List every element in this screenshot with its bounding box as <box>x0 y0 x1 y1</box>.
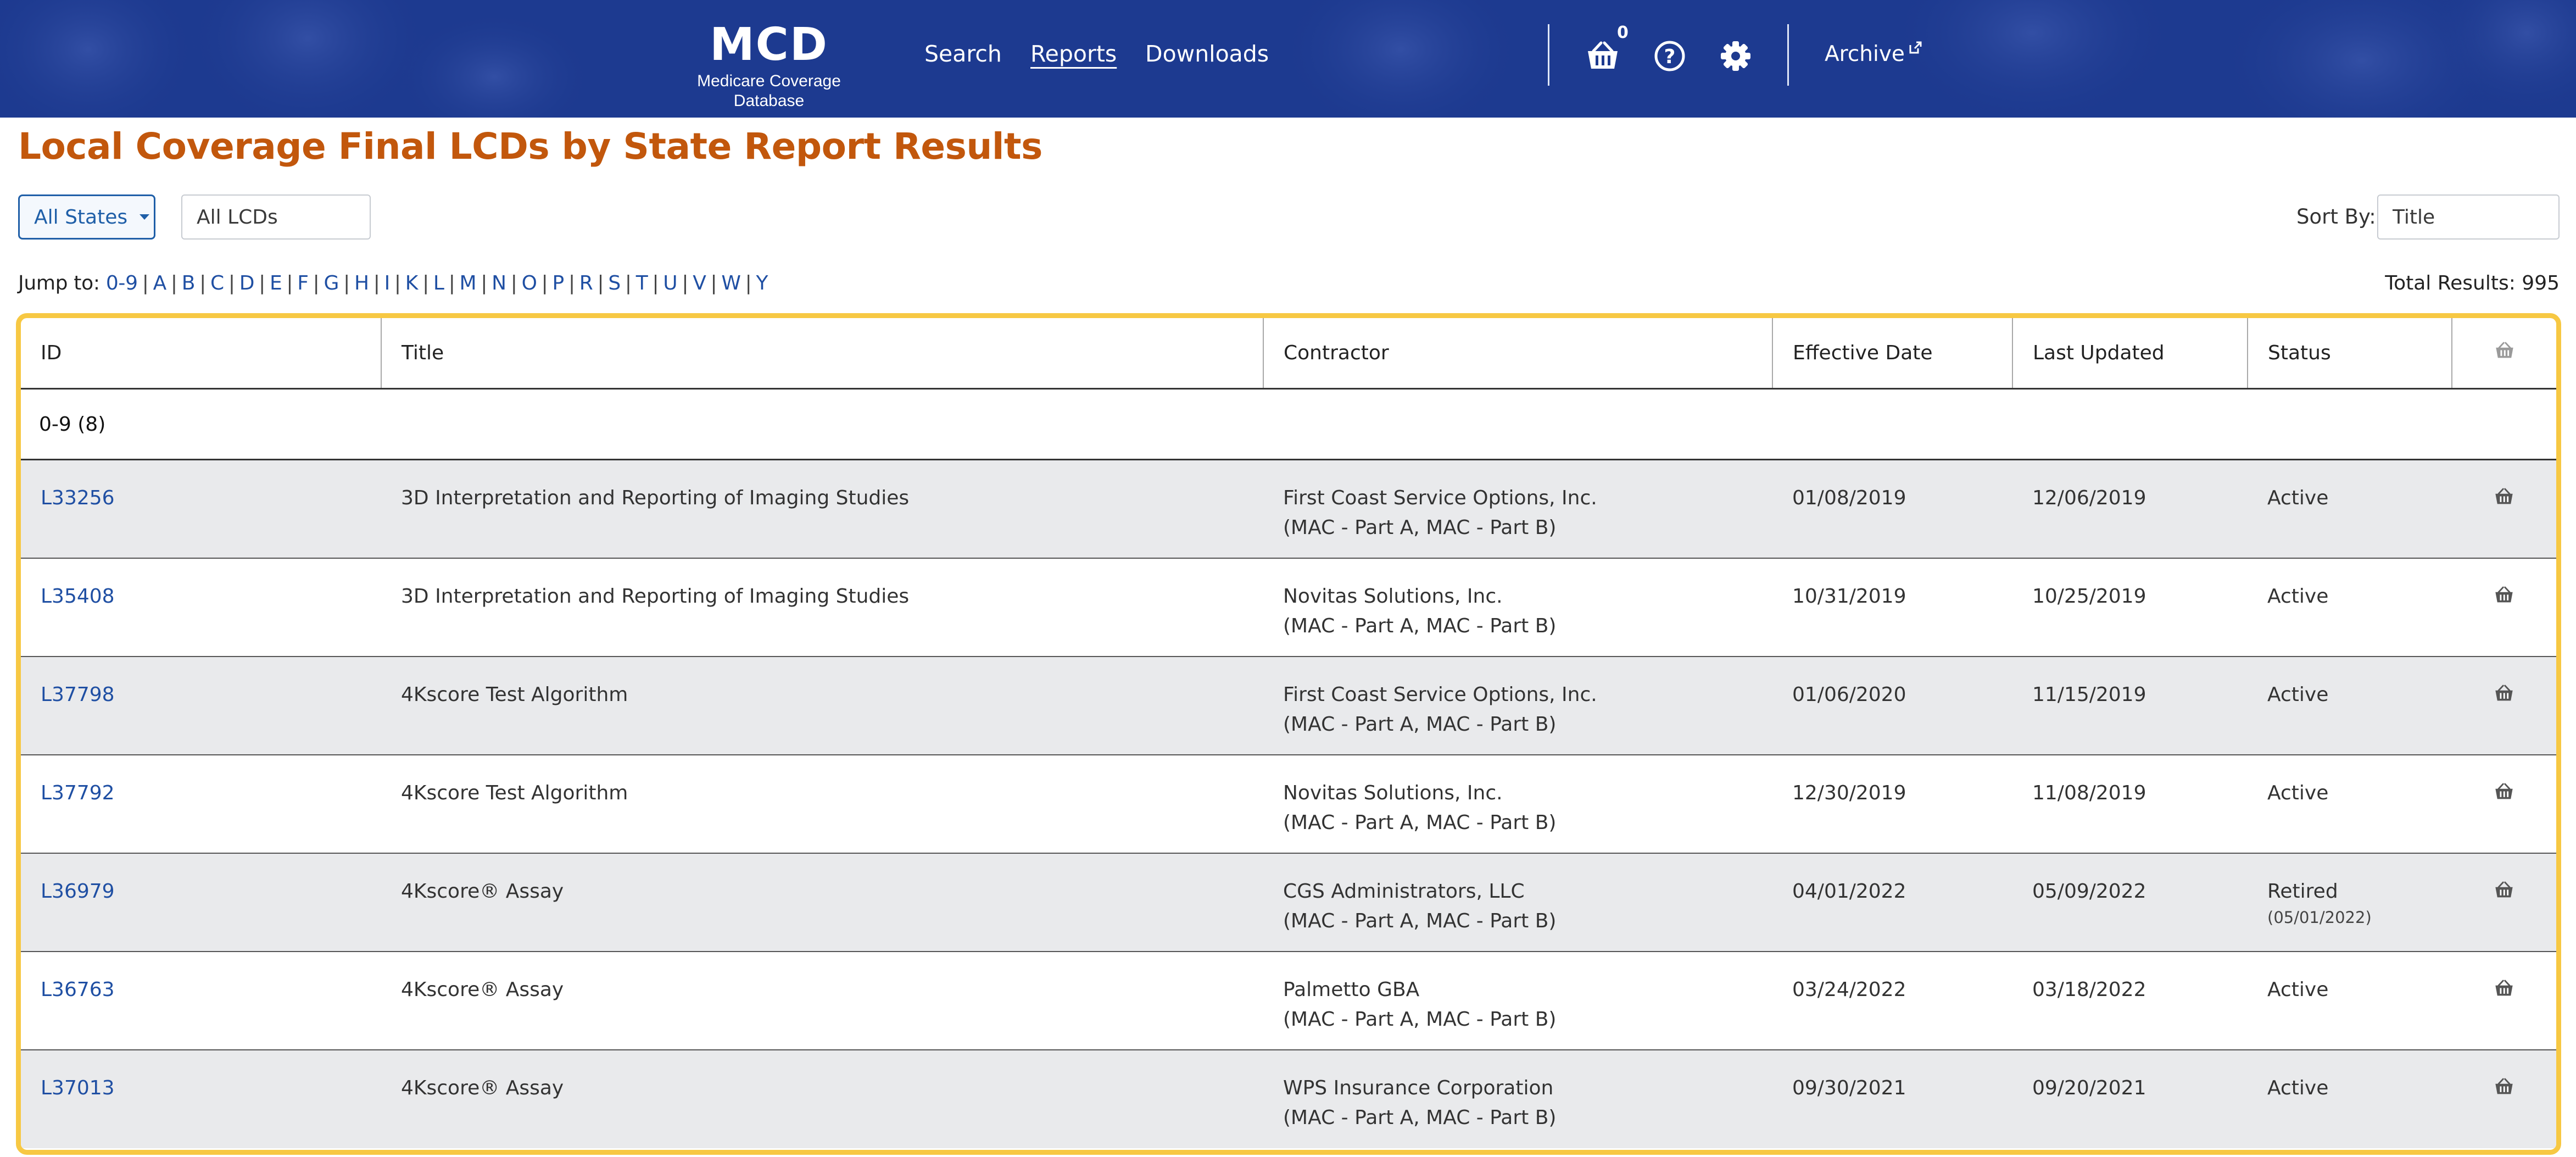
jump-separator: | <box>343 272 350 294</box>
contractor-type: (MAC - Part A, MAC - Part B) <box>1283 713 1557 736</box>
jump-separator: | <box>568 272 575 294</box>
state-dropdown-label: All States <box>34 205 128 229</box>
jump-link-v[interactable]: V <box>693 272 706 294</box>
jump-separator: | <box>259 272 265 294</box>
jump-link-c[interactable]: C <box>210 272 224 294</box>
contractor-type: (MAC - Part A, MAC - Part B) <box>1283 811 1557 834</box>
cell-status <box>2248 558 2452 657</box>
jump-separator: | <box>597 272 604 294</box>
header-divider <box>1548 24 1549 86</box>
contractor-name: CGS Administrators, LLC <box>1283 880 1525 903</box>
results-table-highlight <box>16 313 2561 1155</box>
nav-search[interactable]: Search <box>924 41 1002 67</box>
lcd-id-link[interactable]: L33256 <box>41 487 115 509</box>
cell-status <box>2248 1050 2452 1148</box>
cell-contractor <box>1263 755 1772 853</box>
table-row <box>21 1050 2556 1148</box>
add-to-cart-button[interactable] <box>2452 558 2556 657</box>
status-text: Active <box>2267 978 2329 1001</box>
jump-separator: | <box>199 272 206 294</box>
basket-icon <box>2494 586 2514 604</box>
jump-separator: | <box>313 272 320 294</box>
column-header-title[interactable]: Title <box>381 318 1263 389</box>
contractor-type: (MAC - Part A, MAC - Part B) <box>1283 1106 1557 1129</box>
sort-by-input[interactable] <box>2377 194 2560 240</box>
column-header-last-updated[interactable]: Last Updated <box>2012 318 2248 389</box>
total-results: Total Results: 995 <box>2385 272 2560 294</box>
jump-link-k[interactable]: K <box>405 272 419 294</box>
jump-link-m[interactable]: M <box>459 272 477 294</box>
nav-reports[interactable]: Reports <box>1030 41 1117 67</box>
cell-effective-date: 09/30/2021 <box>1772 1050 2012 1148</box>
add-to-cart-button[interactable] <box>2452 460 2556 558</box>
cell-last-updated: 09/20/2021 <box>2012 1050 2248 1148</box>
jump-separator: | <box>228 272 235 294</box>
header-background-texture <box>0 0 2576 118</box>
add-to-cart-button[interactable] <box>2452 657 2556 755</box>
cell-id <box>21 755 381 853</box>
archive-label: Archive <box>1825 42 1905 66</box>
logo-text: MCD <box>710 19 828 71</box>
page-title: Local Coverage Final LCDs by State Report Results <box>18 125 1042 168</box>
jump-link-l[interactable]: L <box>433 272 444 294</box>
cell-status <box>2248 853 2452 952</box>
table-row <box>21 657 2556 755</box>
basket-icon <box>2494 881 2514 899</box>
cart-button[interactable] <box>1584 37 1621 75</box>
cell-last-updated: 03/18/2022 <box>2012 952 2248 1050</box>
cell-status <box>2248 952 2452 1050</box>
cell-last-updated: 11/15/2019 <box>2012 657 2248 755</box>
column-header-id[interactable]: ID <box>21 318 381 389</box>
jump-link-r[interactable]: R <box>579 272 593 294</box>
help-button[interactable] <box>1651 37 1688 75</box>
column-header-cart <box>2452 318 2556 389</box>
status-text: Active <box>2267 487 2329 509</box>
add-to-cart-button[interactable] <box>2452 1050 2556 1148</box>
table-row <box>21 460 2556 558</box>
contractor-name: WPS Insurance Corporation <box>1283 1076 1554 1099</box>
cell-effective-date: 12/30/2019 <box>1772 755 2012 853</box>
lcd-filter-input[interactable] <box>181 194 371 240</box>
status-text: Active <box>2267 781 2329 804</box>
jump-link-s[interactable]: S <box>608 272 621 294</box>
column-header-effective-date[interactable]: Effective Date <box>1772 318 2012 389</box>
cell-contractor <box>1263 952 1772 1050</box>
jump-to-nav <box>18 272 768 294</box>
contractor-name: Palmetto GBA <box>1283 978 1420 1001</box>
status-text: Active <box>2267 1076 2329 1099</box>
jump-separator: | <box>286 272 293 294</box>
cell-title: 3D Interpretation and Reporting of Imaging Studies <box>381 558 1263 657</box>
cell-id <box>21 558 381 657</box>
cell-status <box>2248 460 2452 558</box>
contractor-type: (MAC - Part A, MAC - Part B) <box>1283 1008 1557 1031</box>
jump-to-label: Jump to: <box>18 272 100 294</box>
external-link-icon <box>1908 41 1922 55</box>
contractor-name: First Coast Service Options, Inc. <box>1283 487 1597 509</box>
status-text: Active <box>2267 683 2329 706</box>
cell-last-updated: 05/09/2022 <box>2012 853 2248 952</box>
jump-link-o[interactable]: O <box>521 272 537 294</box>
jump-link-f[interactable]: F <box>297 272 309 294</box>
cell-id <box>21 1050 381 1148</box>
jump-link-p[interactable]: P <box>552 272 564 294</box>
cell-last-updated: 12/06/2019 <box>2012 460 2248 558</box>
jump-link-y[interactable]: Y <box>756 272 768 294</box>
contractor-type: (MAC - Part A, MAC - Part B) <box>1283 909 1557 932</box>
cell-effective-date: 01/08/2019 <box>1772 460 2012 558</box>
jump-link-a[interactable]: A <box>153 272 166 294</box>
header-divider <box>1787 24 1789 86</box>
sort-by-label: Sort By: <box>2296 205 2376 229</box>
status-date: (05/01/2022) <box>2267 908 2372 927</box>
lcd-id-link[interactable]: L37013 <box>41 1076 115 1099</box>
table-row <box>21 755 2556 853</box>
mcd-logo[interactable] <box>662 21 876 111</box>
contractor-name: Novitas Solutions, Inc. <box>1283 585 1503 608</box>
cell-title: 3D Interpretation and Reporting of Imaging Studies <box>381 460 1263 558</box>
gear-icon <box>1720 40 1752 72</box>
group-label: 0-9 (8) <box>21 389 2556 460</box>
caret-down-icon <box>140 214 149 220</box>
lcd-id-link[interactable]: L37798 <box>41 683 115 706</box>
jump-separator: | <box>394 272 401 294</box>
jump-link-i[interactable]: I <box>384 272 390 294</box>
basket-icon <box>2494 1078 2514 1095</box>
group-header-row <box>21 389 2556 460</box>
cell-title: 4Kscore® Assay <box>381 952 1263 1050</box>
jump-link-b[interactable]: B <box>181 272 196 294</box>
cell-effective-date: 01/06/2020 <box>1772 657 2012 755</box>
results-table <box>21 318 2556 1148</box>
jump-separator: | <box>373 272 380 294</box>
jump-link-0-9[interactable]: 0-9 <box>105 272 138 294</box>
basket-icon <box>2494 980 2514 997</box>
jump-link-u[interactable]: U <box>663 272 678 294</box>
jump-separator: | <box>652 272 659 294</box>
cell-id <box>21 460 381 558</box>
cell-title: 4Kscore Test Algorithm <box>381 755 1263 853</box>
jump-separator: | <box>481 272 488 294</box>
cell-last-updated: 11/08/2019 <box>2012 755 2248 853</box>
jump-separator: | <box>682 272 689 294</box>
lcd-id-link[interactable]: L36979 <box>41 880 115 903</box>
contractor-type: (MAC - Part A, MAC - Part B) <box>1283 516 1557 539</box>
jump-separator: | <box>170 272 177 294</box>
state-dropdown-button[interactable] <box>18 194 155 240</box>
jump-separator: | <box>142 272 149 294</box>
lcd-id-link[interactable]: L35408 <box>41 585 115 608</box>
cart-count-badge: 0 <box>1617 23 1629 42</box>
cell-title: 4Kscore® Assay <box>381 853 1263 952</box>
cell-title: 4Kscore® Assay <box>381 1050 1263 1148</box>
basket-icon <box>2494 488 2514 505</box>
cell-contractor <box>1263 853 1772 952</box>
cell-status <box>2248 657 2452 755</box>
cell-effective-date: 04/01/2022 <box>1772 853 2012 952</box>
contractor-type: (MAC - Part A, MAC - Part B) <box>1283 614 1557 637</box>
svg-text:?: ? <box>1664 46 1676 68</box>
cell-effective-date: 03/24/2022 <box>1772 952 2012 1050</box>
cell-id <box>21 657 381 755</box>
jump-link-t[interactable]: T <box>635 272 648 294</box>
basket-icon <box>2495 342 2514 359</box>
nav-downloads[interactable]: Downloads <box>1145 41 1269 67</box>
logo-subtitle: Medicare Coverage Database <box>697 72 841 110</box>
cell-contractor <box>1263 1050 1772 1148</box>
site-header <box>0 0 2576 118</box>
settings-button[interactable] <box>1717 37 1754 75</box>
status-text: Active <box>2267 585 2329 608</box>
jump-separator: | <box>510 272 517 294</box>
cell-status <box>2248 755 2452 853</box>
status-text: Retired <box>2267 880 2338 903</box>
jump-separator: | <box>448 272 455 294</box>
table-header-row <box>21 318 2556 389</box>
cell-title: 4Kscore Test Algorithm <box>381 657 1263 755</box>
basket-icon <box>1586 41 1620 71</box>
jump-separator: | <box>745 272 752 294</box>
add-to-cart-button[interactable] <box>2452 952 2556 1050</box>
jump-link-w[interactable]: W <box>721 272 741 294</box>
table-row <box>21 853 2556 952</box>
basket-icon <box>2494 685 2514 702</box>
add-to-cart-button[interactable] <box>2452 853 2556 952</box>
jump-separator: | <box>541 272 548 294</box>
jump-separator: | <box>625 272 632 294</box>
cell-contractor <box>1263 460 1772 558</box>
jump-link-h[interactable]: H <box>354 272 369 294</box>
table-row <box>21 558 2556 657</box>
column-header-contractor[interactable]: Contractor <box>1263 318 1772 389</box>
cell-id <box>21 952 381 1050</box>
cell-id <box>21 853 381 952</box>
jump-link-e[interactable]: E <box>269 272 282 294</box>
add-to-cart-button[interactable] <box>2452 755 2556 853</box>
jump-separator: | <box>710 272 717 294</box>
jump-link-n[interactable]: N <box>492 272 506 294</box>
cell-contractor <box>1263 558 1772 657</box>
lcd-id-link[interactable]: L36763 <box>41 978 115 1001</box>
cell-contractor <box>1263 657 1772 755</box>
table-row <box>21 952 2556 1050</box>
jump-link-d[interactable]: D <box>239 272 255 294</box>
lcd-id-link[interactable]: L37792 <box>41 781 115 804</box>
help-icon <box>1654 40 1686 72</box>
basket-icon <box>2494 783 2514 800</box>
jump-link-g[interactable]: G <box>324 272 339 294</box>
cell-last-updated: 10/25/2019 <box>2012 558 2248 657</box>
archive-link[interactable] <box>1825 42 1922 66</box>
contractor-name: Novitas Solutions, Inc. <box>1283 781 1503 804</box>
cell-effective-date: 10/31/2019 <box>1772 558 2012 657</box>
column-header-status[interactable]: Status <box>2248 318 2452 389</box>
contractor-name: First Coast Service Options, Inc. <box>1283 683 1597 706</box>
jump-separator: | <box>422 272 429 294</box>
